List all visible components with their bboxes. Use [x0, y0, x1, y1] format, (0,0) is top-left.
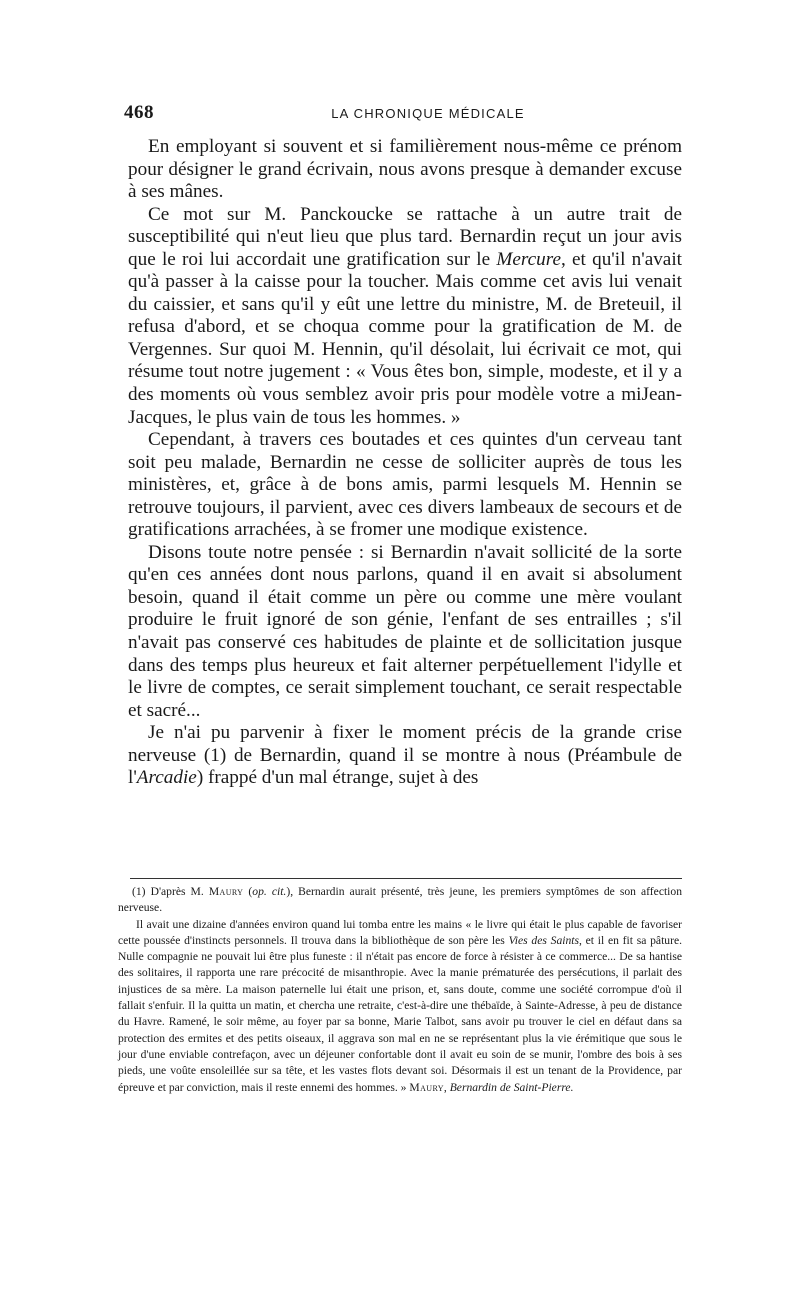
footnote-1-text-b: ( — [243, 885, 253, 898]
paragraph-5-italic-title: Arcadie — [136, 767, 197, 789]
footnote-2-italic-title: Vies des Saints — [508, 933, 579, 947]
running-title: LA CHRONIQUE MÉDICALE — [331, 106, 525, 121]
paragraph-1-text: En employant si souvent et si familièrement nous-même ce prénom pour désigner le grand écrivain, nous avons presque à demander excuse à ses mânes. — [128, 136, 682, 203]
footnote-2-text-c: , — [443, 1080, 450, 1094]
paragraph-5 — [128, 722, 682, 790]
footnote-1-continued — [118, 917, 682, 1096]
paragraph-5-text-a: Je n'ai pu parvenir à fixer le moment précis de la grande crise nerveuse (1) de Bernardin, quand il se montre à nous (Préambule de l' — [128, 722, 682, 789]
page-number: 468 — [124, 102, 154, 123]
footnote-1-author: Maury — [208, 885, 244, 898]
page-header — [124, 102, 680, 132]
paragraph-2 — [128, 204, 682, 429]
paragraph-2-text-a: Ce mot sur M. Panckoucke se rattache à un autre trait de susceptibilité qui n'eut lieu que plus tard. Bernardin reçut un jour avis que le roi lui accordait une gratification sur le — [128, 203, 682, 270]
paragraph-1 — [128, 136, 682, 204]
paragraph-3 — [128, 429, 682, 542]
footnote-2-text-a: Il avait une dizaine d'années environ quand lui tomba entre les mains « le livre qui était le plus capable de favoriser cette poussée d'instincts personnels. Il trouva dans la bibliothèque de son père les — [118, 917, 682, 947]
footnote-2-text-b: , et il en fit sa pâture. Nulle compagnie ne pouvait lui être plus funeste : il n'était pas encore de force à résister à ce commerce... De sa hantise des solitaires, il rapporta une rare précocité de misanthropie. Avec la manie prématurée des persécutions, il parlait des injustices de sa mère. La maison paternelle lui était une prison, et, sans doute, comme une société corrompue d'où il fallait s'enfuir. Il la quitta un matin, et chercha une retraite, c'est-à-dire une thébaïde, à Sainte-Adresse, à peu de distance du Havre. Ramené, le soir même, au foyer par sa bonne, Marie Talbot, sans avoir pu trouver le ciel en défaut dans sa protection des ermites et des petits oiseaux, il aggrava son mal en ne se représentant plus la vie érémitique que sous le jour d'une enviable contrefaçon, avec un déjeuner confortable dont il avait eu soin de se munir, l'ombre des bois à ses pieds, une voûte ensoleillée sur sa tête, et les vastes flots devant soi. Désormais il est un tenant de la Providence, par épreuve et par conviction, mais il reste ennemi des hommes. » — [118, 933, 683, 1094]
footnote-1-text-c: ), Bernardin aurait présenté, très jeune, les premiers symptômes de son affection nerveuse. — [118, 885, 682, 915]
paragraph-3-text: Cependant, à travers ces boutades et ces quintes d'un cerveau tant soit peu malade, Bernardin ne cesse de solliciter auprès de tous les ministères, et, grâce à de bons amis, parmi lesquels M. Hennin se retrouve toujours, il parvient, avec ces divers lambeaux de secours et de gratifications arrachées, à se fromer une modique existence. — [128, 429, 682, 541]
footnotes — [118, 884, 682, 1096]
main-text — [128, 136, 682, 790]
paragraph-4-text: Disons toute notre pensée : si Bernardin n'avait sollicité de la sorte qu'en ces années dont nous parlons, quand il en avait si absolument besoin, quand il était comme un père ou comme une mère voulant produire le fruit ignoré de son génie, l'enfant de ses entrailles ; s'il n'avait pas conservé ces habitudes de plainte et de sollicitation jusque dans des temps plus heureux et fait alterner perpétuellement l'idylle et le livre de comptes, ce serait simplement touchant, ce serait respectable et sacré... — [128, 541, 682, 721]
footnote-divider — [130, 878, 682, 879]
footnote-1-citation: op. cit. — [252, 885, 287, 898]
footnote-2-author: Maury — [409, 1080, 444, 1094]
paragraph-2-italic-title: Mercure — [496, 248, 561, 270]
paragraph-2-text-b: , et qu'il n'avait qu'à passer à la caisse pour la toucher. Mais comme cet avis lui venait du caissier, et sans qu'il y eût une lettre du ministre, M. de Breteuil, il refusa d'abord, et se choqua comme pour la gratification de M. de Vergennes. Sur quoi M. Hennin, qu'il désolait, lui écrivait ce mot, qui résume tout notre jugement : « Vous êtes bon, simple, modeste, et il y a des moments où vous semblez avoir pris pour modèle votre a miJean-Jacques, le plus vain de tous les hommes. » — [128, 248, 682, 428]
paragraph-4 — [128, 542, 682, 722]
footnote-1 — [118, 884, 682, 917]
footnote-1-text-a: (1) D'après M. — [132, 885, 209, 898]
footnote-2-book-title: Bernardin de Saint-Pierre. — [449, 1080, 574, 1094]
paragraph-5-text-b: ) frappé d'un mal étrange, sujet à des — [196, 767, 479, 789]
